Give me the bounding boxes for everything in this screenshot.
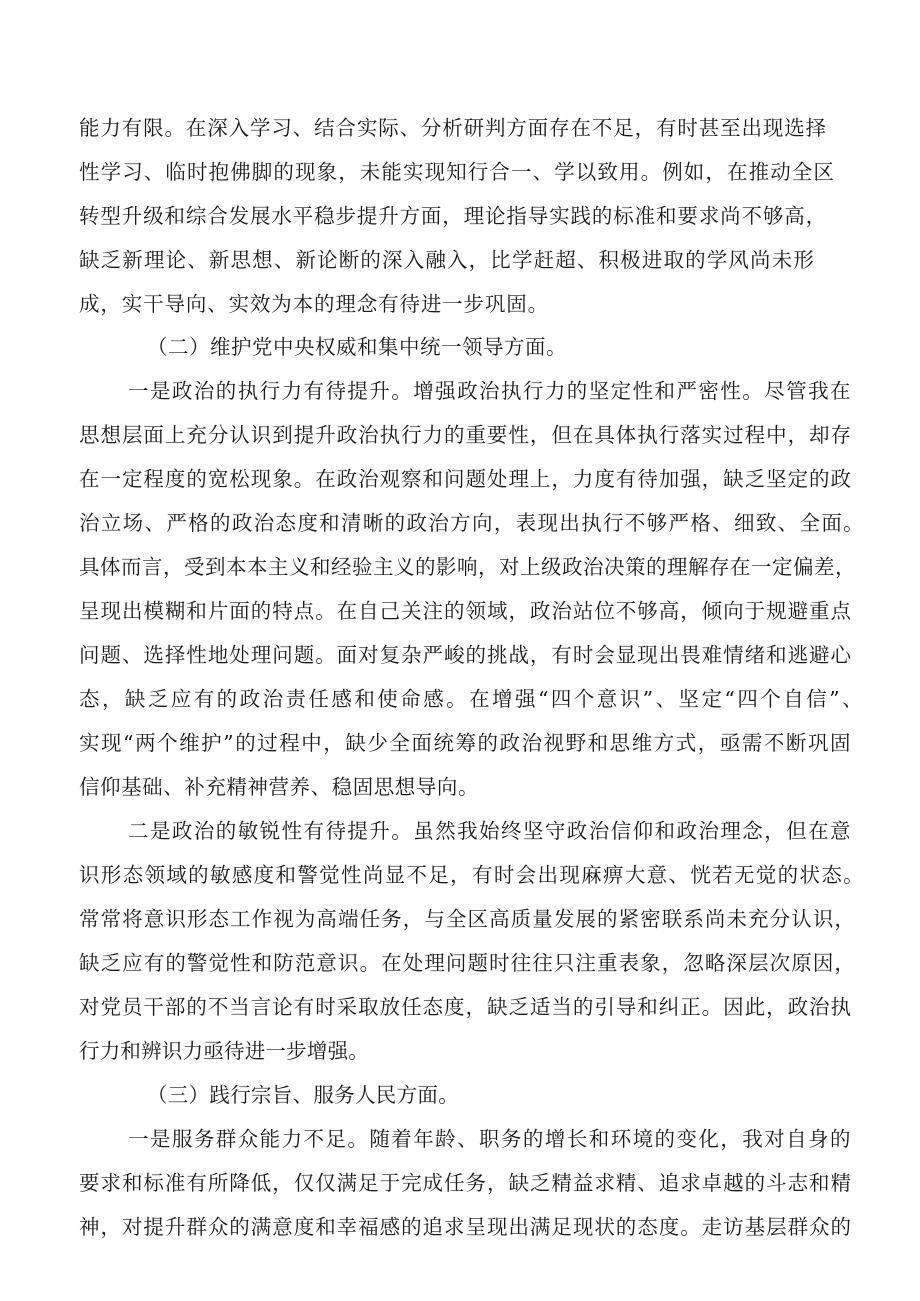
text-line: 成，实干导向、实效为本的理念有待进一步巩固。 [79, 292, 550, 316]
text-line: 思想层面上充分认识到提升政治执行力的重要性，但在具体执行落实过程中，却存 [79, 423, 852, 447]
text-line: 问题、选择性地处理问题。面对复杂严峻的挑战，有时会显现出畏难情绪和逃避心 [79, 643, 852, 667]
text-line: 一是服务群众能力不足。随着年龄、职务的增长和环境的变化，我对自身的 [128, 1127, 852, 1151]
text-line: 二是政治的敏锐性有待提升。虽然我始终坚守政治信仰和政治理念，但在意 [128, 819, 852, 843]
text-line: 实现“两个维护”的过程中，缺少全面统筹的政治视野和思维方式，亟需不断巩固 [79, 731, 853, 755]
text-line: 识形态领域的敏感度和警觉性尚显不足，有时会出现麻痹大意、恍若无觉的状态。 [79, 863, 865, 887]
text-line: 能力有限。在深入学习、结合实际、分析研判方面存在不足，有时甚至出现选择 [79, 116, 827, 140]
text-line: 一是政治的执行力有待提升。增强政治执行力的坚定性和严密性。尽管我在 [128, 379, 852, 403]
text-line: 治立场、严格的政治态度和清晰的政治方向，表现出执行不够严格、细致、全面。 [79, 511, 865, 535]
text-line: 缺乏应有的警觉性和防范意识。在处理问题时往往只注重表象，忽略深层次原因， [79, 951, 856, 975]
text-line: 缺乏新理论、新思想、新论断的深入融入，比学赶超、积极进取的学风尚未形 [79, 248, 815, 272]
section-heading: （三）践行宗旨、服务人民方面。 [147, 1083, 459, 1107]
text-line: 态，缺乏应有的政治责任感和使命感。在增强“四个意识”、坚定“四个自信”、 [79, 687, 866, 711]
text-line: 在一定程度的宽松现象。在政治观察和问题处理上，力度有待加强，缺乏坚定的政 [79, 467, 852, 491]
section-heading: （二）维护党中央权威和集中统一领导方面。 [147, 335, 567, 359]
text-line: 信仰基础、补充精神营养、稳固思想导向。 [79, 775, 480, 799]
text-line: 具体而言，受到本本主义和经验主义的影响，对上级政治决策的理解存在一定偏差， [79, 555, 856, 579]
text-line: 行力和辨识力亟待进一步增强。 [79, 1039, 369, 1063]
text-line: 神，对提升群众的满意度和幸福感的追求呈现出满足现状的态度。走访基层群众的 [79, 1215, 852, 1239]
text-line: 常常将意识形态工作视为高端任务，与全区高质量发展的紧密联系尚未充分认识， [79, 907, 856, 931]
text-line: 呈现出模糊和片面的特点。在自己关注的领域，政治站位不够高，倾向于规避重点 [79, 599, 852, 623]
text-line: 要求和标准有所降低，仅仅满足于完成任务，缺乏精益求精、追求卓越的斗志和精 [79, 1171, 852, 1195]
text-line: 对党员干部的不当言论有时采取放任态度，缺乏适当的引导和纠正。因此，政治执 [79, 995, 852, 1019]
text-line: 转型升级和综合发展水平稳步提升方面，理论指导实践的标准和要求尚不够高， [79, 204, 827, 228]
text-line: 性学习、临时抱佛脚的现象，未能实现知行合一、学以致用。例如，在推动全区 [79, 160, 835, 184]
